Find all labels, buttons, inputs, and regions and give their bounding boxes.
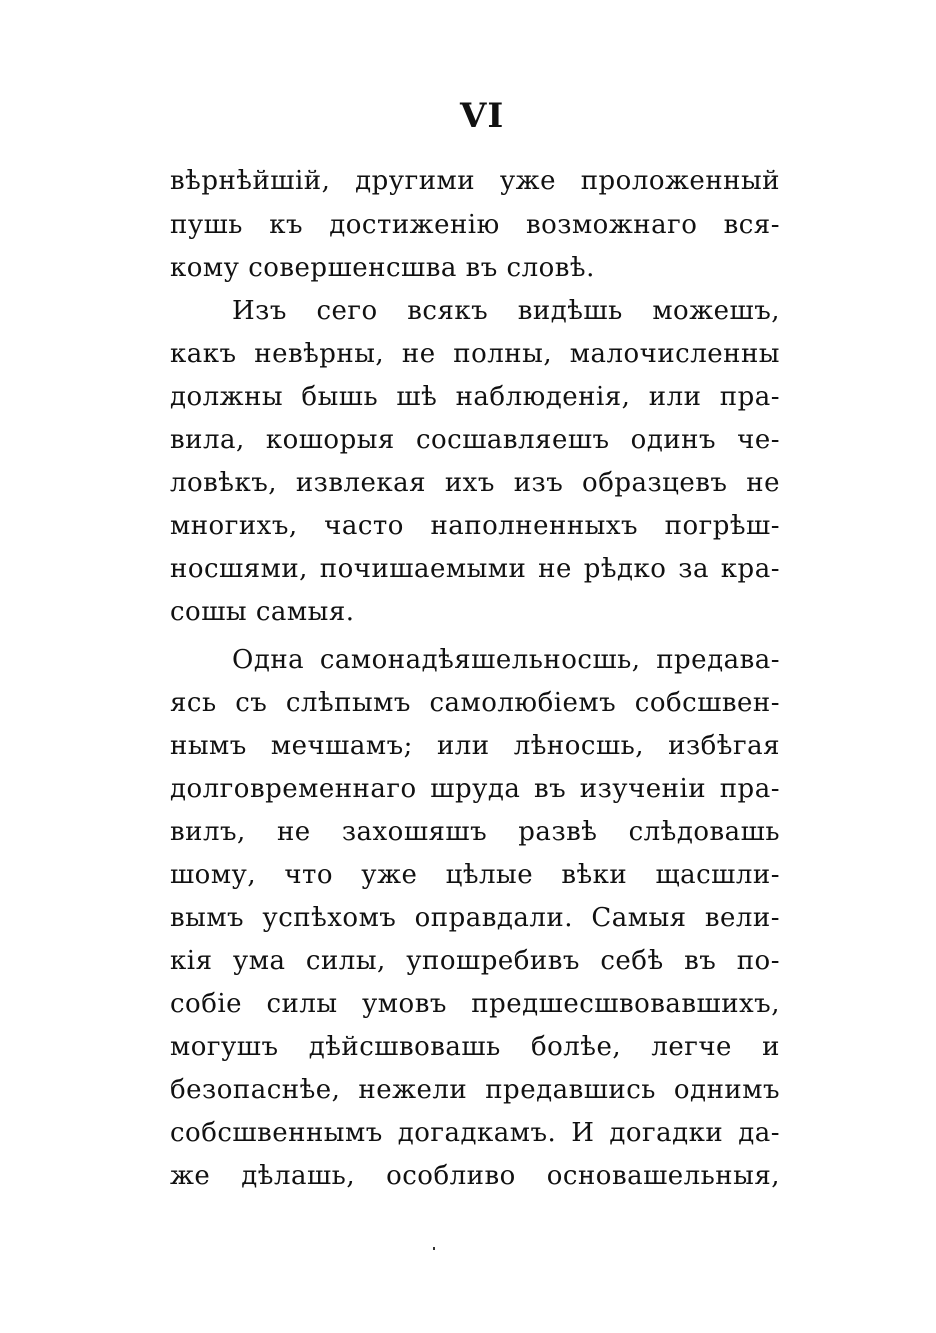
- text-line: вила, кошорыя сосшавляешъ одинъ че-: [170, 425, 780, 455]
- text-line: многихъ, часто наполненныхъ погрѣш-: [170, 511, 780, 541]
- text-line: вилъ, не захошяшъ развѣ слѣдовашь: [170, 817, 780, 847]
- text-line: пушь къ достиженію возможнаго вся-: [170, 210, 780, 240]
- print-speck: [433, 1247, 435, 1250]
- text-line: вѣрнѣйшій, другими уже проложенный: [170, 166, 780, 196]
- text-line: носшями, почишаемыми не рѣдко за кра-: [170, 554, 780, 584]
- text-line: собіе силы умовъ предшесшвовавшихъ,: [170, 989, 780, 1019]
- text-line: шому, что уже цѣлые вѣки щасшли-: [170, 860, 780, 890]
- text-line: какъ невѣрны, не полны, малочисленны: [170, 339, 780, 369]
- text-line: собсшвеннымъ догадкамъ. И догадки да-: [170, 1118, 780, 1148]
- text-line: должны бышь шѣ наблюденія, или пра-: [170, 382, 780, 412]
- text-line: кому совершенсшва въ словѣ.: [170, 253, 595, 283]
- text-line: кія ума силы, упошребивъ себѣ въ по-: [170, 946, 780, 976]
- page-number: VI: [460, 96, 505, 136]
- text-line: же дѣлашь, особливо основашельныя,: [170, 1161, 780, 1191]
- text-line: могушъ дѣйсшвовашь болѣе, легче и: [170, 1032, 780, 1062]
- text-line: безопаснѣе, нежели предавшись однимъ: [170, 1075, 780, 1105]
- text-line: ловѣкъ, извлекая ихъ изъ образцевъ не: [170, 468, 780, 498]
- text-line: долговременнаго шруда въ изученіи пра-: [170, 774, 780, 804]
- text-line: вымъ успѣхомъ оправдали. Самыя вели-: [170, 903, 780, 933]
- text-line: Изъ сего всякъ видѣшь можешъ,: [232, 296, 780, 326]
- text-line: ясь съ слѣпымъ самолюбіемъ собсшвен-: [170, 688, 780, 718]
- text-line: нымъ мечшамъ; или лѣносшь, избѣгая: [170, 731, 780, 761]
- text-line: Одна самонадѣяшельносшь, предава-: [232, 645, 780, 675]
- text-line: сошы самыя.: [170, 597, 355, 627]
